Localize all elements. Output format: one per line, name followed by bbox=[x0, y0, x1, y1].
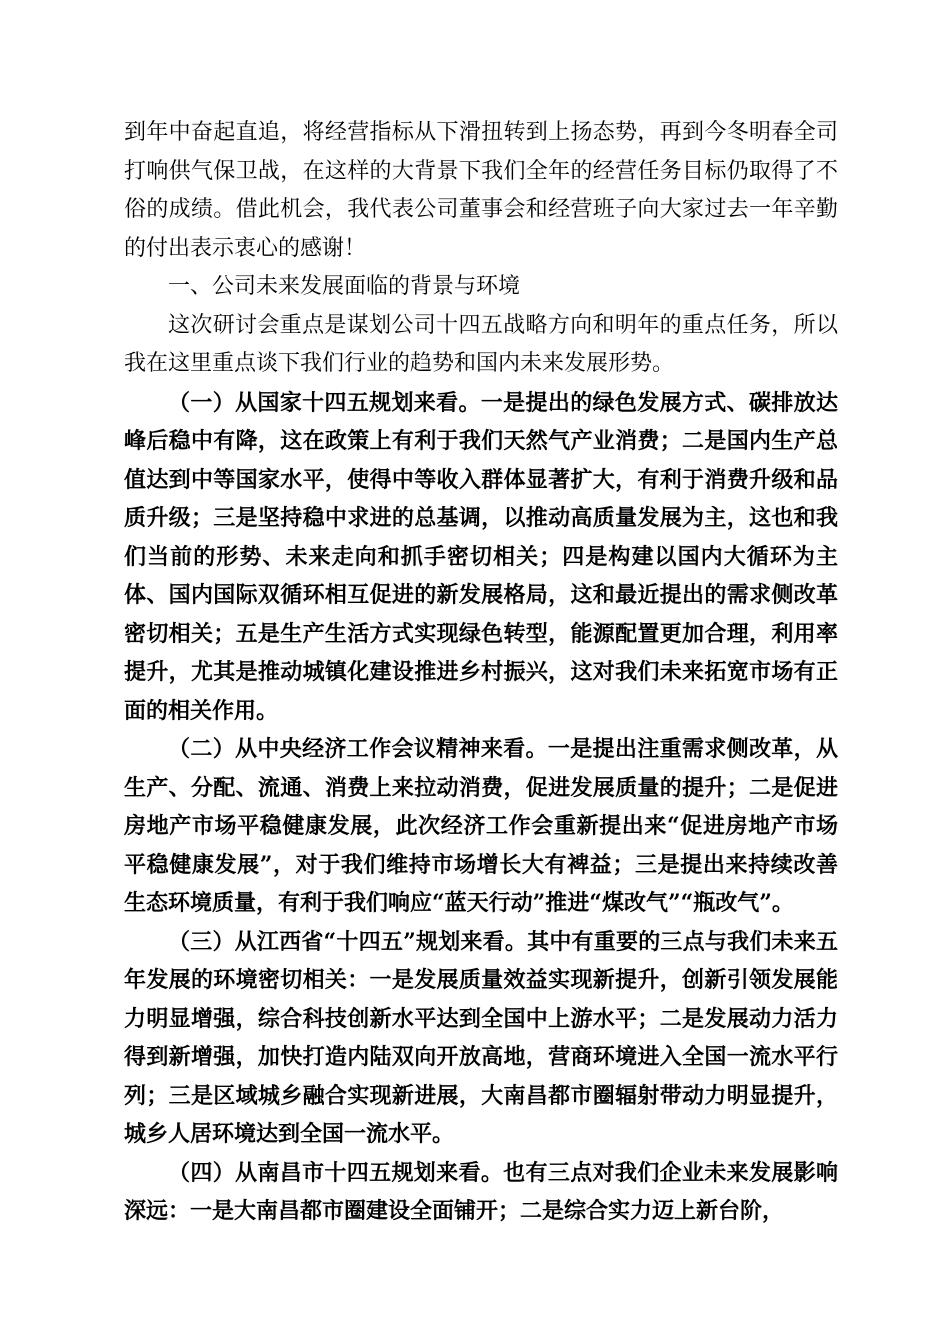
paragraph-central-economic-conference bbox=[124, 730, 838, 923]
document-body bbox=[124, 114, 838, 1231]
paragraph-text: 也有三点对我们企业未来发展影响深远：一是大南昌都市圈建设全面铺开；二是综合实力迈上新台阶， bbox=[124, 1159, 838, 1224]
paragraph-lead: （二）从中央经济工作会议精神来看。 bbox=[168, 736, 548, 762]
paragraph-text: 一是提出注重需求侧改革，从生产、分配、流通、消费上来拉动消费，促进发展质量的提升；二是促进房地产市场平稳健康发展，此次经济工作会重新提出来“促进房地产市场平稳健康发展”，对于我们维持市场增长大有裨益；三是提出来持续改善生态环境质量，有利于我们响应“蓝天行动”推进“煤改气”“瓶改气”。 bbox=[124, 736, 838, 916]
paragraph-lead: （四）从南昌市十四五规划来看。 bbox=[168, 1159, 504, 1186]
paragraph-text: 一是提出的绿色发展方式、碳排放达峰后稳中有降，这在政策上有利于我们天然气产业消费；二是国内生产总值达到中等国家水平，使得中等收入群体显著扩大，有利于消费升级和品质升级；三是坚持稳中求进的总基调，以推动高质量发展为主，这也和我们当前的形势、未来走向和抓手密切相关；四是构建以国内大循环为主体、国内国际双循环相互促进的新发展格局，这和最近提出的需求侧改革密切相关；五是生产生活方式实现绿色转型，能源配置更加合理，利用率提升，尤其是推动城镇化建设推进乡村振兴，这对我们未来拓宽市场有正面的相关作用。 bbox=[124, 389, 838, 724]
paragraph-national-plan bbox=[124, 384, 838, 731]
section-heading bbox=[124, 268, 838, 307]
paragraph-intro bbox=[124, 307, 838, 384]
paragraph-text: 到年中奋起直追，将经营指标从下滑扭转到上扬态势，再到今冬明春全司打响供气保卫战，在这样的大背景下我们全年的经营任务目标仍取得了不俗的成绩。借此机会，我代表公司董事会和经营班子向大家过去一年辛勤的付出表示衷心的感谢！ bbox=[124, 120, 838, 261]
paragraph-text: 这次研讨会重点是谋划公司十四五战略方向和明年的重点任务，所以我在这里重点谈下我们行业的趋势和国内未来发展形势。 bbox=[124, 312, 838, 376]
paragraph-lead: （一）从国家十四五规划来看。 bbox=[168, 389, 481, 416]
paragraph-text: 其中有重要的三点与我们未来五年发展的环境密切相关：一是发展质量效益实现新提升，创新引领发展能力明显增强，综合科技创新水平达到全国中上游水平；二是发展动力活力得到新增强，加快打造内陆双向开放高地，营商环境进入全国一流水平行列；三是区域城乡融合实现新进展，大南昌都市圈辐射带动力明显提升，城乡人居环境达到全国一流水平。 bbox=[124, 928, 838, 1147]
paragraph-nanchang-plan bbox=[124, 1154, 838, 1231]
paragraph-jiangxi-plan bbox=[124, 923, 838, 1154]
paragraph-lead: （三）从江西省“十四五”规划来看。 bbox=[168, 928, 528, 955]
section-heading-text: 一、公司未来发展面临的背景与环境 bbox=[168, 274, 521, 299]
paragraph-continuation bbox=[124, 114, 838, 268]
